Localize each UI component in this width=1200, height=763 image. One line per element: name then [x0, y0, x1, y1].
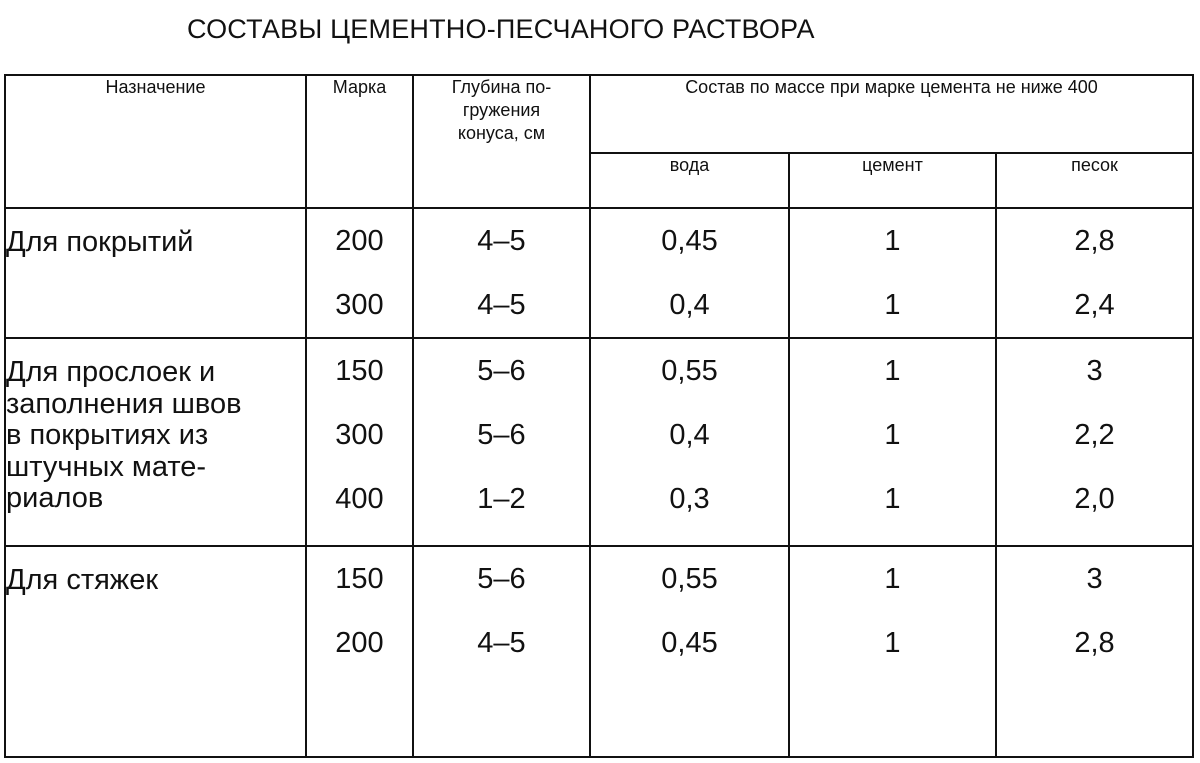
depth-value: 4–5 [477, 225, 526, 257]
table-row [5, 208, 1193, 338]
water-value: 0,3 [669, 483, 710, 515]
water-cell [590, 208, 789, 338]
header-composition: Состав по массе при марке цемента не ниже 400 [590, 75, 1193, 153]
header-cement: цемент [789, 153, 996, 208]
depth-value: 4–5 [477, 627, 526, 659]
water-value: 0,4 [669, 419, 710, 451]
cement-value: 1 [884, 627, 901, 659]
depth-cell [413, 208, 590, 338]
water-value: 0,4 [669, 289, 710, 321]
sand-value: 3 [1086, 355, 1103, 387]
sand-value: 2,8 [1074, 225, 1115, 257]
grade-value: 150 [335, 355, 384, 387]
header-water: вода [590, 153, 789, 208]
depth-value: 5–6 [477, 563, 526, 595]
purpose-cell [5, 546, 306, 757]
document-title: СОСТАВЫ ЦЕМЕНТНО-ПЕСЧАНОГО РАСТВОРА [187, 14, 815, 44]
depth-value: 5–6 [477, 419, 526, 451]
depth-value: 5–6 [477, 355, 526, 387]
table-row [5, 546, 1193, 757]
grade-cell [306, 208, 413, 338]
cement-value: 1 [884, 419, 901, 451]
sand-cell [996, 546, 1193, 757]
sand-cell [996, 208, 1193, 338]
header-cone-depth-line: конуса, см [457, 123, 546, 143]
purpose-line: в покрытиях из [6, 419, 209, 451]
depth-value: 1–2 [477, 483, 526, 515]
grade-value: 150 [335, 563, 384, 595]
cement-cell [789, 546, 996, 757]
grade-value: 300 [335, 419, 384, 451]
cement-value: 1 [884, 563, 901, 595]
purpose-line: штучных мате- [6, 450, 207, 483]
table-row [5, 338, 1193, 546]
purpose-line: Для стяжек [6, 564, 159, 596]
purpose-line: заполнения швов [6, 387, 242, 420]
grade-value: 400 [335, 483, 384, 515]
cement-value: 1 [884, 355, 901, 387]
cement-value: 1 [884, 225, 901, 257]
water-value: 0,45 [661, 627, 718, 659]
cement-value: 1 [884, 483, 901, 515]
purpose-line: риалов [6, 482, 104, 514]
depth-value: 4–5 [477, 289, 526, 321]
water-value: 0,45 [661, 225, 718, 257]
sand-value: 2,0 [1074, 483, 1115, 515]
grade-value: 300 [335, 289, 384, 321]
depth-cell [413, 546, 590, 757]
sand-cell [996, 338, 1193, 546]
water-cell [590, 546, 789, 757]
grade-cell [306, 338, 413, 546]
header-cone-depth [413, 75, 590, 208]
grade-cell [306, 546, 413, 757]
purpose-cell [5, 338, 306, 546]
purpose-cell [5, 208, 306, 338]
sand-value: 2,4 [1074, 289, 1115, 321]
grade-value: 200 [335, 225, 384, 257]
header-cone-depth-line: Глубина по- [451, 77, 552, 97]
grade-value: 200 [335, 627, 384, 659]
cement-value: 1 [884, 289, 901, 321]
water-value: 0,55 [661, 355, 718, 387]
depth-cell [413, 338, 590, 546]
sand-value: 2,8 [1074, 627, 1115, 659]
cement-cell [789, 208, 996, 338]
water-cell [590, 338, 789, 546]
header-cone-depth-line: гружения [462, 100, 541, 120]
cement-cell [789, 338, 996, 546]
header-purpose: Назначение [5, 75, 306, 208]
mortar-composition-table [4, 74, 1194, 758]
header-grade: Марка [306, 75, 413, 208]
purpose-line: Для покрытий [6, 226, 194, 258]
sand-value: 2,2 [1074, 419, 1115, 451]
water-value: 0,55 [661, 563, 718, 595]
purpose-line: Для прослоек и [6, 356, 216, 388]
header-sand: песок [996, 153, 1193, 208]
sand-value: 3 [1086, 563, 1103, 595]
